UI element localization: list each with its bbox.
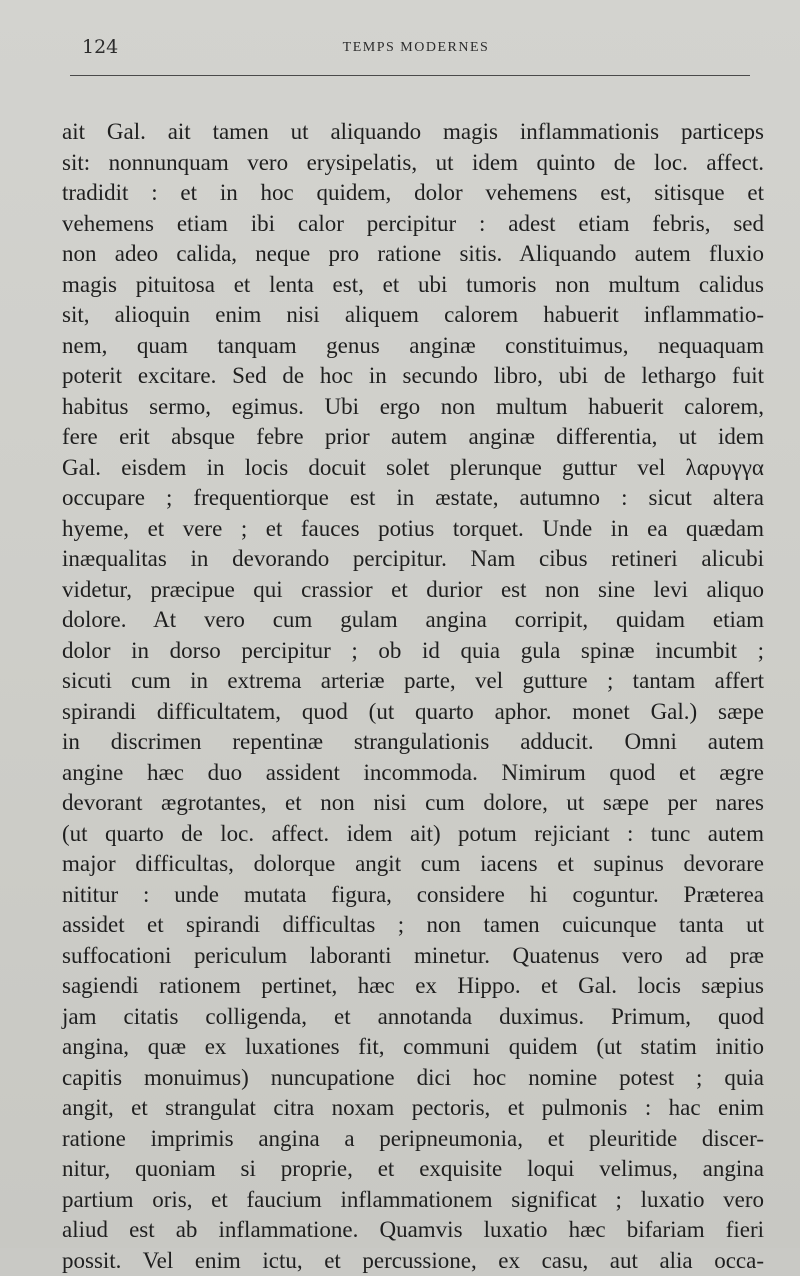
- text-line: major difficultas, dolorque angit cum iacens et supinus devorare: [62, 849, 764, 880]
- text-line: Gal. eisdem in locis docuit solet plerunque guttur vel λαρυγγα: [62, 453, 764, 484]
- text-line: fere erit absque febre prior autem anginæ differentia, ut idem: [62, 422, 764, 453]
- text-line: habitus sermo, egimus. Ubi ergo non multum habuerit calorem,: [62, 392, 764, 423]
- text-line: (ut quarto de loc. affect. idem ait) potum rejiciant : tunc autem: [62, 819, 764, 850]
- text-line: inæqualitas in devorando percipitur. Nam cibus retineri alicubi: [62, 544, 764, 575]
- text-line: possit. Vel enim ictu, et percussione, ex casu, aut alia occa-: [62, 1246, 764, 1276]
- text-line: dolor in dorso percipitur ; ob id quia gula spinæ incumbit ;: [62, 636, 764, 667]
- text-line: devorant ægrotantes, et non nisi cum dolore, ut sæpe per nares: [62, 788, 764, 819]
- text-line: sicuti cum in extrema arteriæ parte, vel gutture ; tantam affert: [62, 666, 764, 697]
- text-line: videtur, præcipue qui crassior et durior est non sine levi aliquo: [62, 575, 764, 606]
- text-line: angine hæc duo assident incommoda. Nimirum quod et ægre: [62, 758, 764, 789]
- text-line: sit, alioquin enim nisi aliquem calorem habuerit inflammatio-: [62, 300, 764, 331]
- text-line: poterit excitare. Sed de hoc in secundo libro, ubi de lethargo fuit: [62, 361, 764, 392]
- text-line: occupare ; frequentiorque est in æstate, autumno : sicut altera: [62, 483, 764, 514]
- text-line: non adeo calida, neque pro ratione sitis. Aliquando autem fluxio: [62, 239, 764, 270]
- text-line: dolore. At vero cum gulam angina corripit, quidam etiam: [62, 605, 764, 636]
- text-line: angina, quæ ex luxationes fit, communi quidem (ut statim initio: [62, 1032, 764, 1063]
- text-line: sit: nonnunquam vero erysipelatis, ut idem quinto de loc. affect.: [62, 148, 764, 179]
- text-line: ait Gal. ait tamen ut aliquando magis inflammationis particeps: [62, 117, 764, 148]
- header-rule: [70, 75, 750, 76]
- text-line: magis pituitosa et lenta est, et ubi tumoris non multum calidus: [62, 270, 764, 301]
- text-line: tradidit : et in hoc quidem, dolor vehemens est, sitisque et: [62, 178, 764, 209]
- body-text: [62, 117, 764, 1276]
- page-header: [82, 36, 750, 66]
- text-line: ratione imprimis angina a peripneumonia, et pleuritide discer-: [62, 1124, 764, 1155]
- text-line: nititur : unde mutata figura, considere hi coguntur. Præterea: [62, 880, 764, 911]
- text-line: nem, quam tanquam genus anginæ constituimus, nequaquam: [62, 331, 764, 362]
- text-line: assidet et spirandi difficultas ; non tamen cuicunque tanta ut: [62, 910, 764, 941]
- text-line: suffocationi periculum laboranti minetur. Quatenus vero ad præ: [62, 941, 764, 972]
- text-line: angit, et strangulat citra noxam pectoris, et pulmonis : hac enim: [62, 1093, 764, 1124]
- text-line: sagiendi rationem pertinet, hæc ex Hippo. et Gal. locis sæpius: [62, 971, 764, 1002]
- text-line: partium oris, et faucium inflammationem significat ; luxatio vero: [62, 1185, 764, 1216]
- text-line: jam citatis colligenda, et annotanda duximus. Primum, quod: [62, 1002, 764, 1033]
- running-head: TEMPS MODERNES: [82, 40, 750, 56]
- text-line: spirandi difficultatem, quod (ut quarto aphor. monet Gal.) sæpe: [62, 697, 764, 728]
- text-line: vehemens etiam ibi calor percipitur : adest etiam febris, sed: [62, 209, 764, 240]
- text-line: capitis monuimus) nuncupatione dici hoc nomine potest ; quia: [62, 1063, 764, 1094]
- text-line: nitur, quoniam si proprie, et exquisite loqui velimus, angina: [62, 1154, 764, 1185]
- text-line: aliud est ab inflammatione. Quamvis luxatio hæc bifariam fieri: [62, 1215, 764, 1246]
- text-line: hyeme, et vere ; et fauces potius torquet. Unde in ea quædam: [62, 514, 764, 545]
- page-number: 124: [82, 36, 118, 58]
- text-line: in discrimen repentinæ strangulationis adducit. Omni autem: [62, 727, 764, 758]
